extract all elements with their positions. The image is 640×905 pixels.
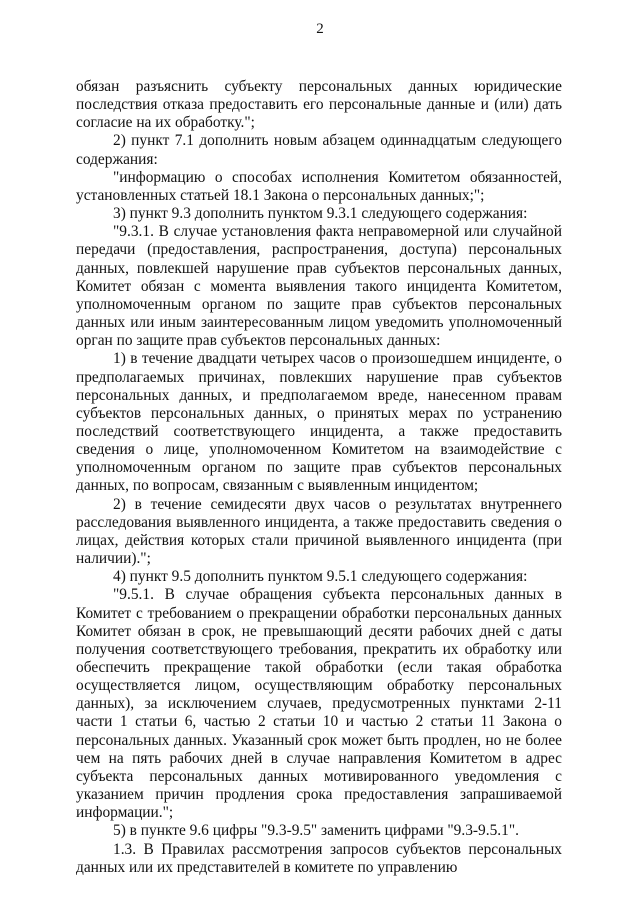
page-number: 2 bbox=[316, 21, 324, 37]
paragraph-subitem-2: 2) в течение семидесяти двух часов о результатах внутреннего расследования выявленного инцидента, а также предоставить сведения о лицах, действия которых стали причиной выявленного инцидента (при наличии)."; bbox=[76, 495, 562, 568]
paragraph-subitem-1: 1) в течение двадцати четырех часов о произошедшем инциденте, о предполагаемых причинах, повлекших нарушение прав субъектов персональных данных, и предполагаемом вреде, нанесенном правам субъектов персональных данных, о принятых мерах по устранению последствий соответствующего инцидента, а также предоставить сведения о лице, уполномоченном Комитетом на взаимодействие с уполномоченным органом по защите прав субъектов персональных данных, по вопросам, связанным с выявленным инцидентом; bbox=[76, 350, 562, 495]
paragraph-item-5: 5) в пункте 9.6 цифры "9.3-9.5" заменить цифрами "9.3-9.5.1". bbox=[113, 822, 519, 840]
paragraph-item-2: 2) пункт 7.1 дополнить новым абзацем одиннадцатым следующего содержания: bbox=[76, 132, 562, 168]
paragraph-9-3-1: "9.3.1. В случае установления факта неправомерной или случайной передачи (предоставления, распространения, доступа) персональных данных, повлекшей нарушение прав субъектов персональных данных, Комитет обязан с момента выявления такого инцидента Комитетом, уполномоченным органом по защите прав субъектов персональных данных или иным заинтересованным лицом уведомить уполномоченный орган по защите прав субъектов персональных данных: bbox=[76, 223, 562, 350]
paragraph-1-3: 1.3. В Правилах рассмотрения запросов субъектов персональных данных или их представителей в комитете по управлению bbox=[76, 840, 562, 876]
paragraph-9-5-1: "9.5.1. В случае обращения субъекта персональных данных в Комитет с требованием о прекращении обработки персональных данных Комитет обязан в срок, не превышающий десяти рабочих дней с даты получения соответствующего требования, прекратить их обработку или обеспечить прекращение такой обработки (если такая обработка осуществляется лицом, осуществляющим обработку персональных данных), за исключением случаев, предусмотренных пунктами 2-11 части 1 статьи 6, частью 2 статьи 10 и частью 2 статьи 11 Закона о персональных данных. Указанный срок может быть продлен, но не более чем на пять рабочих дней в случае направления Комитетом в адрес субъекта персональных данных мотивированного уведомления с указанием причин продления срока предоставления запрашиваемой информации."; bbox=[76, 586, 562, 822]
paragraph-quote-information: "информацию о способах исполнения Комитетом обязанностей, установленных статьей 18.1 Закона о персональных данных;"; bbox=[76, 168, 562, 204]
paragraph-item-4: 4) пункт 9.5 дополнить пунктом 9.5.1 следующего содержания: bbox=[113, 568, 528, 586]
document-body bbox=[76, 78, 562, 877]
paragraph-item-3: 3) пункт 9.3 дополнить пунктом 9.3.1 следующего содержания: bbox=[113, 205, 528, 223]
paragraph-continuation: обязан разъяснить субъекту персональных данных юридические последствия отказа предоставить его персональные данные и (или) дать согласие на их обработку."; bbox=[76, 78, 562, 132]
